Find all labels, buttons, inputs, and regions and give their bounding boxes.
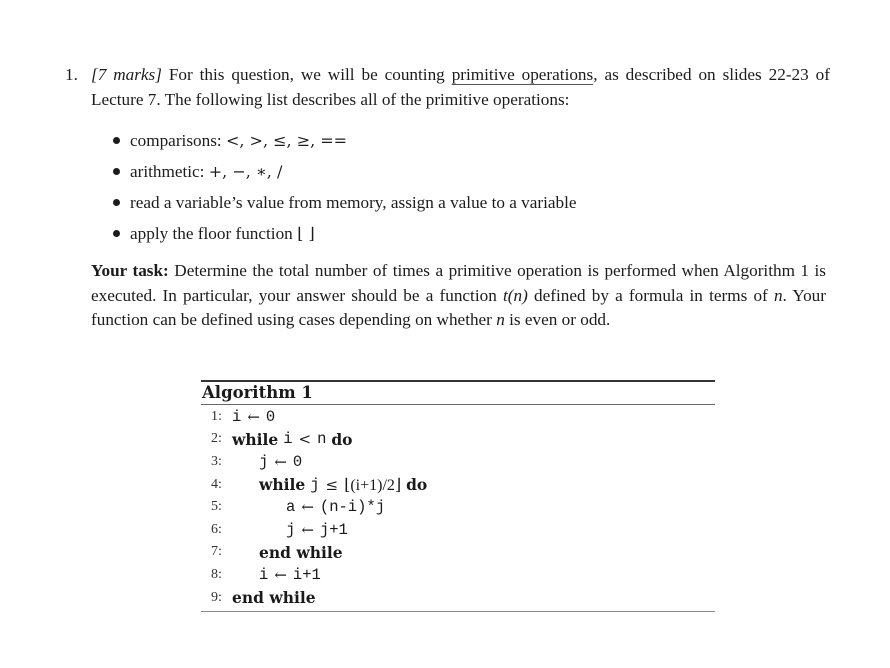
list-item-label: apply the floor function [130,223,293,243]
algorithm-line-7 [201,541,715,564]
less-than-operator: < [298,430,312,449]
code-token: j [259,452,269,471]
algorithm-line-1 [201,406,715,429]
code-token: j [286,520,296,539]
list-item-label: arithmetic: [130,161,205,181]
code-token: 0 [292,452,303,471]
algorithm-line-5 [201,496,715,519]
bullet-icon [113,168,120,175]
assign-arrow: ← [301,498,314,517]
algorithm-title: Algorithm 1 [202,382,313,402]
line-number: 9: [211,589,222,605]
keyword: end while [259,542,343,562]
list-item-memory [113,187,577,218]
assign-arrow: ← [274,452,287,471]
code-token: j+1 [319,520,348,539]
keyword: end while [232,588,316,608]
list-item-floor [113,218,577,249]
line-number: 1: [211,408,222,424]
intro-text-2: , as described on slides 22-23 of Lecture 7. The following list describes all of the primitive operations: [91,65,830,109]
line-number: 5: [211,499,222,515]
variable-n: n [496,310,505,330]
algorithm-line-6 [201,518,715,541]
assign-arrow: ← [247,407,260,426]
code-token: j [310,475,320,494]
line-number: 2: [211,431,222,447]
line-number: 3: [211,453,222,469]
algorithm-bottom-rule [201,611,715,613]
question-intro [65,63,830,112]
line-number: 8: [211,566,222,582]
code-token: i+1 [292,565,321,584]
question-number: 1. [65,65,78,84]
code-token: 0 [265,407,276,426]
task-description [91,259,826,333]
code-token: i [232,407,242,426]
bullet-icon [113,137,120,144]
list-item-symbols: ⌊ ⌋ [297,224,315,243]
primitive-operations-term: primitive operations [451,65,594,84]
question-body [91,63,830,112]
primitive-operations-list [113,125,577,249]
algorithm-line-3 [201,451,715,474]
code-token: i [259,565,269,584]
floor-expression: ⌊(i+1)/2⌋ [344,476,402,494]
list-item-label: read a variable’s value from memory, assign a value to a variable [130,192,577,212]
algorithm-line-2 [201,428,715,451]
task-label: Your task: [91,261,169,280]
keyword: do [406,475,428,495]
assign-arrow: ← [301,520,314,539]
task-text-3: . Your function can be defined using cases depending on whether [91,285,826,330]
list-item-arithmetic [113,156,577,187]
line-number: 7: [211,544,222,560]
marks-label: [7 marks] [91,65,162,84]
line-number: 4: [211,476,222,492]
keyword: do [331,429,353,449]
list-item-comparisons [113,125,577,156]
task-text-4: is even or odd. [504,310,611,330]
code-token: (n-i)*j [319,498,386,517]
task-text-1: Determine the total number of times a primitive operation is performed when Algorithm 1 is executed. In particular, your answer should be a function [91,261,826,305]
task-text-2: defined by a formula in terms of [527,285,774,305]
keyword: while [259,475,306,495]
variable-n: n [773,285,783,305]
list-item-symbols: +, −, ∗, / [208,162,283,181]
intro-text-1: For this question, we will be counting [161,65,452,84]
bullet-icon [113,230,120,237]
code-token: a [286,498,296,517]
bullet-icon [113,199,120,206]
assign-arrow: ← [274,565,287,584]
algorithm-line-4 [201,473,715,496]
algorithm-box [201,380,715,612]
code-token: n [317,430,327,449]
algorithm-lines [201,405,715,609]
list-item-symbols: <, >, ≤, ≥, == [225,131,348,150]
line-number: 6: [211,521,222,537]
list-item-label: comparisons: [130,130,222,150]
leq-operator: ≤ [325,475,339,494]
function-name: t(n) [502,285,528,305]
keyword: while [232,429,279,449]
code-token: i [283,430,293,449]
algorithm-line-8 [201,564,715,587]
algorithm-line-9 [201,586,715,609]
